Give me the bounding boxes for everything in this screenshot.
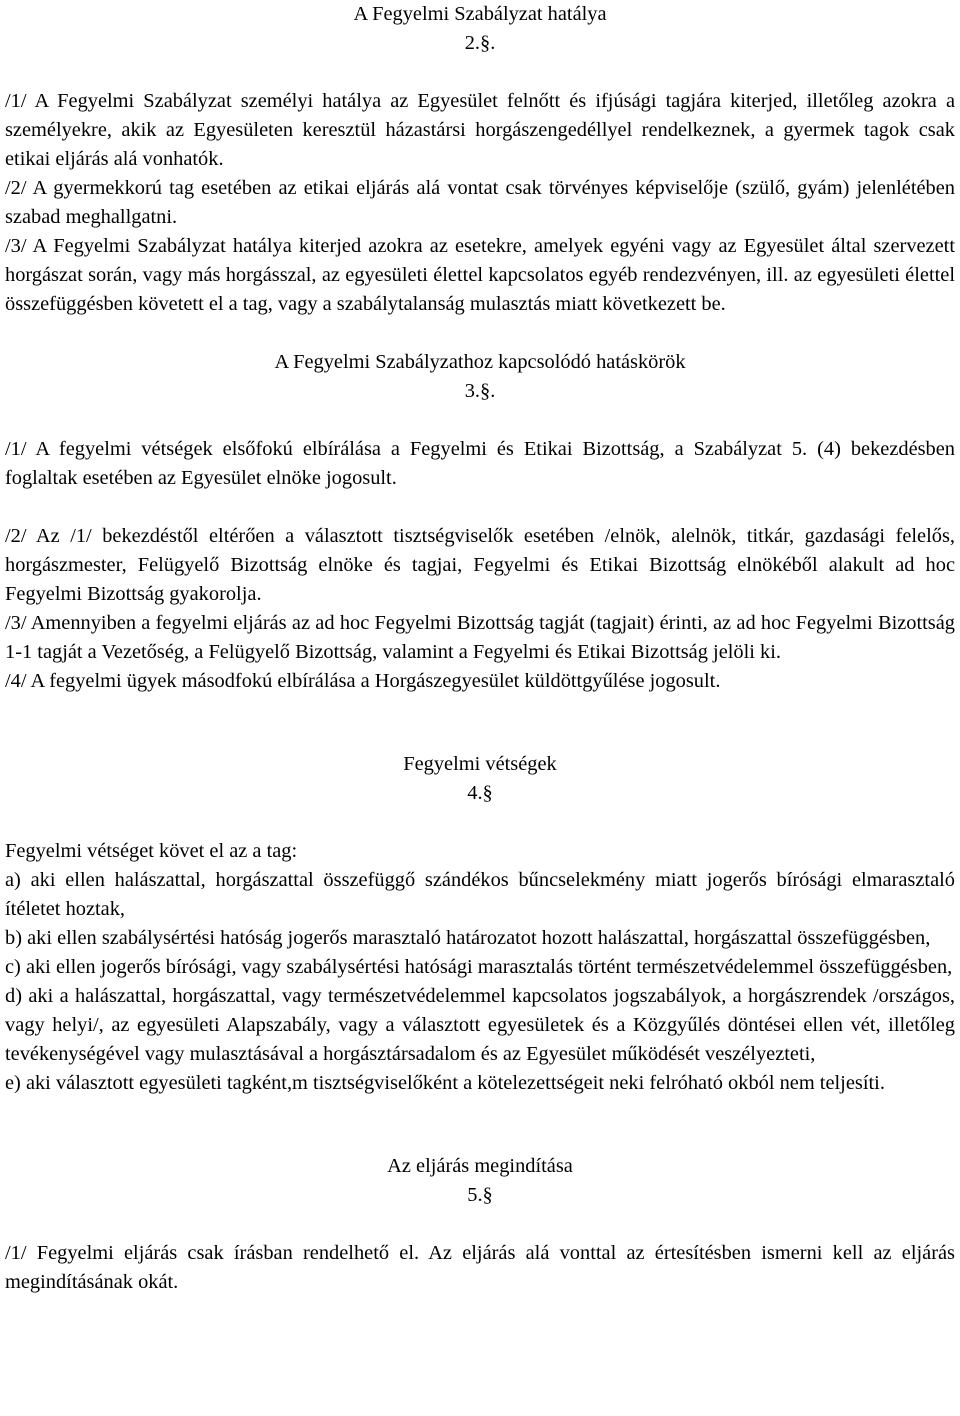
paragraph: /3/ A Fegyelmi Szabályzat hatálya kiterjed azokra az esetekre, amelyek egyéni vagy az Egyesület által szervezett horgászat során, vagy más horgásszal, az egyesületi élettel kapcsolatos egyéb rendezvényen, ill. az egyesületi élettel összefüggésben követett el a tag, vagy a szabálytalanság mulasztás miatt következett be. — [5, 235, 955, 315]
list-item: c) aki ellen jogerős bírósági, vagy szabálysértési hatósági marasztalás történt természetvédelemmel összefüggésben, — [5, 956, 953, 978]
paragraph: /2/ A gyermekkorú tag esetében az etikai eljárás alá vontat csak törvényes képviselője (szülő, gyám) jelenlétében szabad meghallgatni. — [5, 177, 955, 228]
paragraph: /2/ Az /1/ bekezdéstől eltérően a választott tisztségviselők esetében /elnök, alelnök, titkár, gazdasági felelős, horgászmester, Felügyelő Bizottság elnöke és tagjai, Fegyelmi és Etikai Bizottság elnökéből alakult ad hoc Fegyelmi Bizottság gyakorolja. — [5, 525, 955, 605]
section-number: 3.§. — [464, 380, 496, 402]
section-title: A Fegyelmi Szabályzathoz kapcsolódó hatáskörök — [274, 351, 686, 373]
section-number: 4.§ — [467, 782, 493, 804]
paragraph: /3/ Amennyiben a fegyelmi eljárás az ad hoc Fegyelmi Bizottság tagját (tagjait) érinti, az ad hoc Fegyelmi Bizottság 1-1 tagját a Vezetőség, a Felügyelő Bizottság, valamint a Fegyelmi és Etikai Bizottság jelöli ki. — [5, 612, 955, 663]
list-item: a) aki ellen halászattal, horgászattal összefüggő szándékos bűncselekmény miatt jogerős bírósági elmarasztaló ítéletet hoztak, — [5, 869, 955, 920]
section-title: Fegyelmi vétségek — [403, 753, 557, 775]
paragraph: /4/ A fegyelmi ügyek másodfokú elbírálása a Horgászegyesület küldöttgyűlése jogosult. — [5, 670, 721, 692]
section-title: A Fegyelmi Szabályzat hatálya — [353, 3, 607, 25]
list-item: d) aki a halászattal, horgászattal, vagy természetvédelemmel kapcsolatos jogszabályok, a horgászrendek /országos, vagy helyi/, az egyesületi Alapszabály, vagy a választott egyesületek és a Közgyűlés döntései ellen vét, illetőleg tevékenységével vagy mulasztásával a horgásztársadalom és az Egyesület működését veszélyezteti, — [5, 985, 955, 1065]
paragraph: /1/ A Fegyelmi Szabályzat személyi hatálya az Egyesület felnőtt és ifjúsági tagjára kiterjed, illetőleg azokra a személyekre, akik az Egyesületen keresztül házastársi horgászengedéllyel rendelkeznek, a gyermek tagok csak etikai eljárás alá vonhatók. — [5, 90, 955, 170]
paragraph: Fegyelmi vétséget követ el az a tag: — [5, 840, 298, 862]
paragraph: /1/ Fegyelmi eljárás csak írásban rendelhető el. Az eljárás alá vonttal az értesítésben ismerni kell az eljárás megindításának okát. — [5, 1242, 955, 1293]
section-title: Az eljárás megindítása — [387, 1155, 573, 1177]
section-5 — [5, 1152, 955, 1297]
section-4 — [5, 750, 955, 1098]
section-number: 5.§ — [467, 1184, 493, 1206]
section-number: 2.§. — [464, 32, 496, 54]
paragraph: /1/ A fegyelmi vétségek elsőfokú elbírálása a Fegyelmi és Etikai Bizottság, a Szabályzat 5. (4) bekezdésben foglaltak esetében az Egyesület elnöke jogosult. — [5, 438, 955, 489]
section-2 — [5, 0, 955, 319]
list-item: b) aki ellen szabálysértési hatóság jogerős marasztaló határozatot hozott halászattal, horgászattal összefüggésben, — [5, 927, 931, 949]
section-3 — [5, 348, 955, 696]
list-item: e) aki választott egyesületi tagként,m tisztségviselőként a kötelezettségeit neki felróható okból nem teljesíti. — [5, 1072, 885, 1094]
